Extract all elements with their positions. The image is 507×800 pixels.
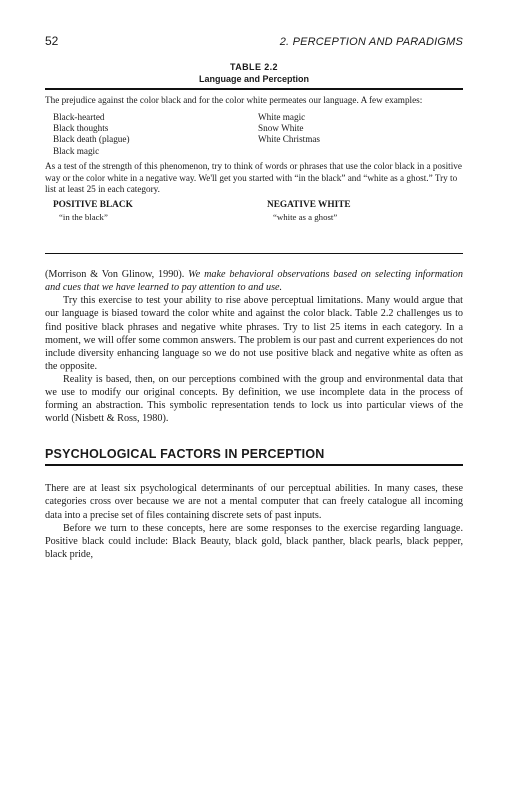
example-item: Black death (plague) <box>53 134 130 145</box>
citation: (Morrison & Von Glinow, 1990). <box>45 269 189 281</box>
table-intro: The prejudice against the color black and for the color white permeates our language. A few examples: <box>45 95 423 105</box>
table-title-block <box>45 62 463 84</box>
example-item: Black magic <box>53 145 100 156</box>
table-body <box>45 90 463 253</box>
paragraph: Reality is based, then, on our perceptions combined with the group and environmental data that we use to modify our original concepts. By definition, we use incomplete data in the process of forming an abstraction. This symbolic representation tends to lock us into particular views of the world (Nisbett & Ross, 1980). <box>45 373 463 425</box>
body-text <box>45 268 463 425</box>
positive-black-example: “in the black” <box>59 211 108 222</box>
example-item: Snow White <box>258 123 304 133</box>
running-head <box>45 34 463 48</box>
table-bottom-rule <box>45 253 463 254</box>
table-test-paragraph: As a test of the strength of this phenomenon, try to think of words or phrases that use the color black in a positive way or the color white in a negative way. We'll get you started with “in the black” and “white as a ghost.” Try to list at least 25 in each category. <box>45 161 462 195</box>
positive-black-heading: POSITIVE BLACK <box>53 200 133 210</box>
paragraph: There are at least six psychological determinants of our perceptual abilities. In many cases, these categories cross over because we are not a mental computer that can freely catalogue all incoming data into a precise set of files containing discrete sets of past inputs. <box>45 483 463 521</box>
paragraph: Try this exercise to test your ability to rise above perceptual limitations. Many would argue that our language is biased toward the color white and against the color black. Table 2.2 challenges us to find positive black phrases and negative white phrases. Try to list 25 items in each category. In a moment, we will offer some common answers. The problem is our past and current experiences do not include diversity enhancing language so we do not use positive black and negative white as often as the opposite. <box>45 295 463 372</box>
negative-white-heading: NEGATIVE WHITE <box>267 200 351 210</box>
example-item: Black-hearted <box>53 111 105 122</box>
examples-white-column <box>258 112 463 158</box>
examples-grid <box>53 112 463 158</box>
chapter-title: 2. PERCEPTION AND PARADIGMS <box>279 36 463 48</box>
negative-white-example: “white as a ghost” <box>273 211 338 222</box>
table-caption: Language and Perception <box>198 74 310 84</box>
examples-black-column <box>53 112 258 158</box>
paragraph <box>45 268 463 294</box>
page-number: 52 <box>45 34 59 48</box>
paragraph: Before we turn to these concepts, here are some responses to the exercise regarding language. Positive black could include: Black Beauty, black gold, black panther, black pearls, black pepper, black pride, <box>45 522 463 560</box>
example-item: White magic <box>258 111 306 122</box>
category-headings <box>53 200 463 212</box>
italic-statement: We make behavioral observations based on selecting information and cues that we have learned to pay attention to and use. <box>45 269 463 294</box>
example-item: Black thoughts <box>53 123 109 133</box>
book-page <box>45 34 463 561</box>
section-body <box>45 482 463 561</box>
example-item: White Christmas <box>258 134 321 145</box>
section-heading: PSYCHOLOGICAL FACTORS IN PERCEPTION <box>45 447 463 466</box>
category-examples <box>59 212 463 254</box>
table-label: TABLE 2.2 <box>230 62 278 72</box>
